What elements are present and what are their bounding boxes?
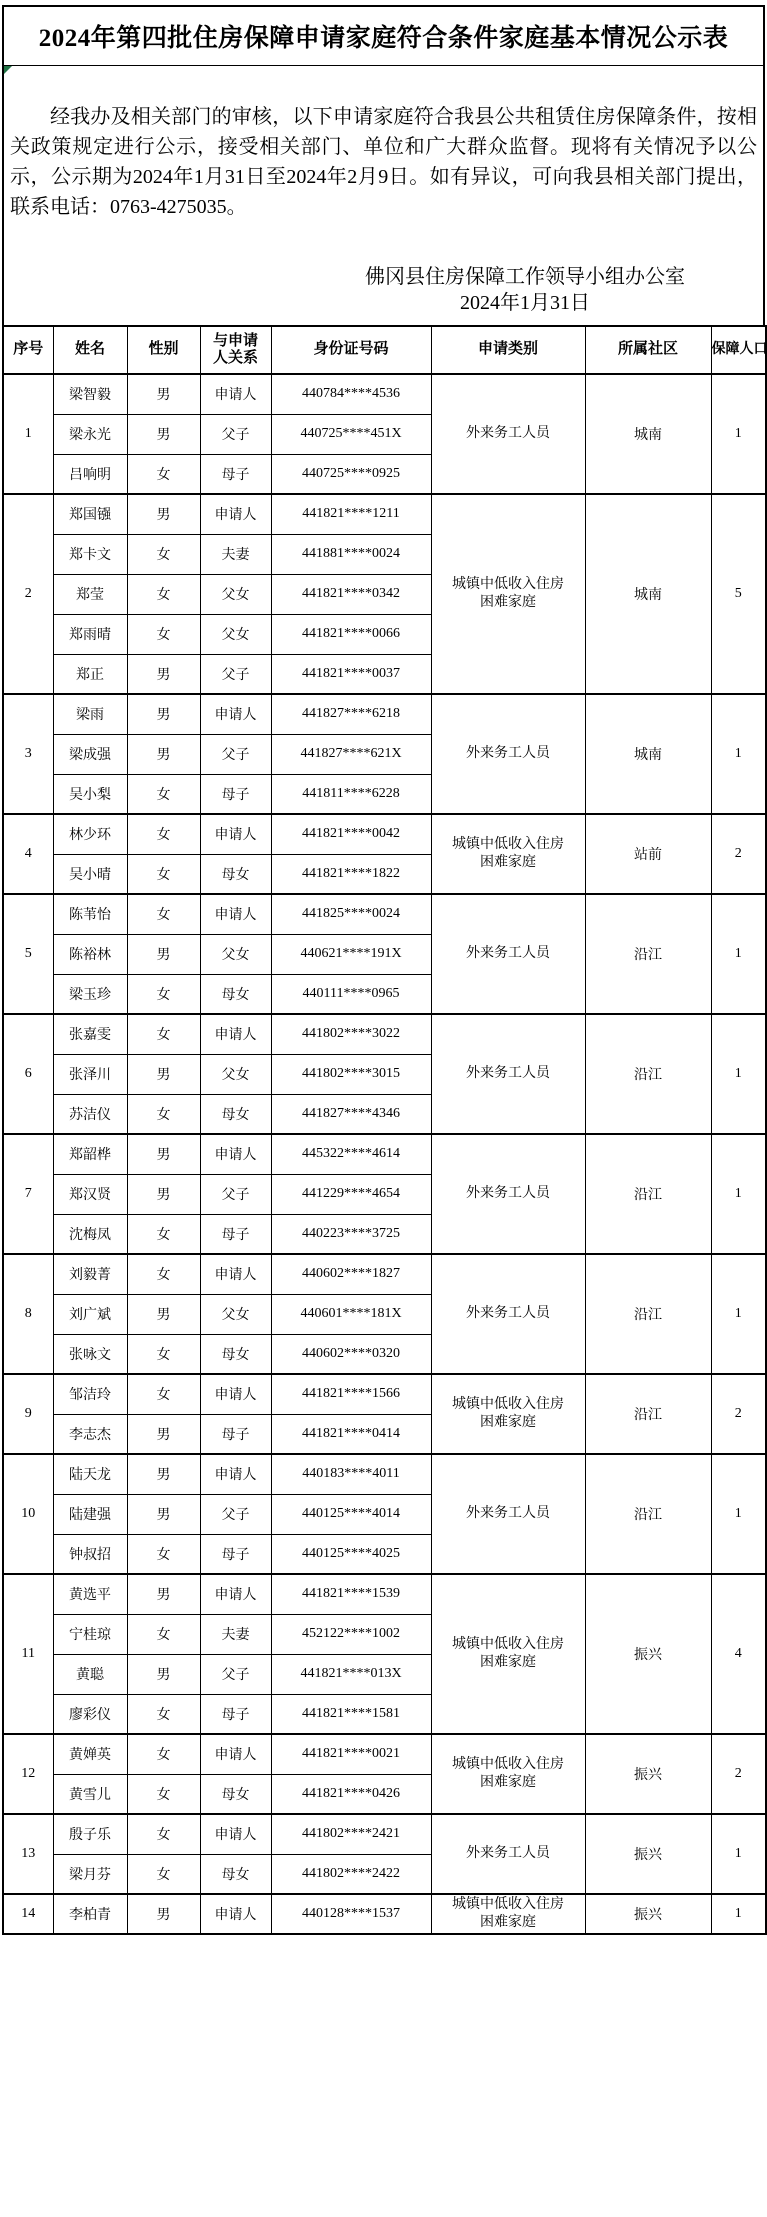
id-number-cell: 445322****4614 — [271, 1134, 431, 1174]
column-header-gender: 性别 — [127, 326, 200, 374]
relation-cell: 申请人 — [200, 1454, 271, 1494]
gender-cell: 女 — [127, 614, 200, 654]
name-cell: 沈梅凤 — [53, 1214, 127, 1254]
id-number-cell: 441821****1566 — [271, 1374, 431, 1414]
category-cell: 外来务工人员 — [431, 1134, 585, 1254]
gender-cell: 男 — [127, 414, 200, 454]
relation-cell: 父子 — [200, 414, 271, 454]
id-number-cell: 441821****1539 — [271, 1574, 431, 1614]
community-cell: 沿江 — [585, 1454, 711, 1574]
name-cell: 陈裕林 — [53, 934, 127, 974]
relation-cell: 申请人 — [200, 1734, 271, 1774]
relation-cell: 母女 — [200, 854, 271, 894]
member-row — [3, 1894, 766, 1934]
relation-cell: 申请人 — [200, 694, 271, 734]
gender-cell: 女 — [127, 894, 200, 934]
name-cell: 陈苇怡 — [53, 894, 127, 934]
column-header-name: 姓名 — [53, 326, 127, 374]
gender-cell: 男 — [127, 1454, 200, 1494]
name-cell: 吕响明 — [53, 454, 127, 494]
signature-office: 佛冈县住房保障工作领导小组办公室 — [365, 266, 685, 288]
gender-cell: 男 — [127, 1494, 200, 1534]
gender-cell: 女 — [127, 774, 200, 814]
name-cell: 梁玉珍 — [53, 974, 127, 1014]
name-cell: 陆建强 — [53, 1494, 127, 1534]
gender-cell: 男 — [127, 934, 200, 974]
relation-cell: 申请人 — [200, 494, 271, 534]
relation-cell: 母子 — [200, 1214, 271, 1254]
gender-cell: 男 — [127, 374, 200, 414]
gender-cell: 女 — [127, 574, 200, 614]
name-cell: 梁月芬 — [53, 1854, 127, 1894]
seq-cell: 1 — [3, 374, 53, 494]
name-cell: 廖彩仪 — [53, 1694, 127, 1734]
gender-cell: 男 — [127, 1294, 200, 1334]
category-cell: 外来务工人员 — [431, 1254, 585, 1374]
community-cell: 沿江 — [585, 1374, 711, 1454]
category-cell: 外来务工人员 — [431, 1454, 585, 1574]
relation-cell: 申请人 — [200, 1374, 271, 1414]
id-number-cell: 440601****181X — [271, 1294, 431, 1334]
member-row — [3, 694, 766, 734]
relation-cell: 母子 — [200, 774, 271, 814]
column-header-seq: 序号 — [3, 326, 53, 374]
id-number-cell: 441821****1581 — [271, 1694, 431, 1734]
community-cell: 沿江 — [585, 1014, 711, 1134]
relation-cell: 母女 — [200, 974, 271, 1014]
seq-cell: 7 — [3, 1134, 53, 1254]
id-number-cell: 441821****1211 — [271, 494, 431, 534]
category-cell: 城镇中低收入住房困难家庭 — [431, 1374, 585, 1454]
name-cell: 黄聪 — [53, 1654, 127, 1694]
name-cell: 张咏文 — [53, 1334, 127, 1374]
population-cell: 2 — [711, 1734, 766, 1814]
id-number-cell: 441821****0037 — [271, 654, 431, 694]
id-number-cell: 441827****621X — [271, 734, 431, 774]
population-cell: 1 — [711, 1014, 766, 1134]
category-cell: 外来务工人员 — [431, 1814, 585, 1894]
gender-cell: 女 — [127, 534, 200, 574]
relation-cell: 父女 — [200, 614, 271, 654]
name-cell: 郑卡文 — [53, 534, 127, 574]
relation-cell: 申请人 — [200, 374, 271, 414]
population-cell: 1 — [711, 894, 766, 1014]
id-number-cell: 441821****0066 — [271, 614, 431, 654]
gender-cell: 女 — [127, 1854, 200, 1894]
relation-cell: 申请人 — [200, 1894, 271, 1934]
relation-cell: 母女 — [200, 1334, 271, 1374]
gender-cell: 男 — [127, 1174, 200, 1214]
relation-cell: 父子 — [200, 1494, 271, 1534]
id-number-cell: 441821****0042 — [271, 814, 431, 854]
name-cell: 邹洁玲 — [53, 1374, 127, 1414]
gender-cell: 男 — [127, 1894, 200, 1934]
name-cell: 林少环 — [53, 814, 127, 854]
name-cell: 郑雨晴 — [53, 614, 127, 654]
gender-cell: 男 — [127, 1054, 200, 1094]
name-cell: 张嘉雯 — [53, 1014, 127, 1054]
gender-cell: 女 — [127, 1534, 200, 1574]
id-number-cell: 441802****3022 — [271, 1014, 431, 1054]
community-cell: 城南 — [585, 694, 711, 814]
relation-cell: 申请人 — [200, 894, 271, 934]
relation-cell: 父子 — [200, 734, 271, 774]
name-cell: 刘广斌 — [53, 1294, 127, 1334]
name-cell: 张泽川 — [53, 1054, 127, 1094]
community-cell: 振兴 — [585, 1574, 711, 1734]
id-number-cell: 441821****0342 — [271, 574, 431, 614]
member-row — [3, 1814, 766, 1854]
name-cell: 李志杰 — [53, 1414, 127, 1454]
gender-cell: 男 — [127, 1654, 200, 1694]
relation-cell: 母女 — [200, 1774, 271, 1814]
population-cell: 2 — [711, 1374, 766, 1454]
category-cell: 外来务工人员 — [431, 374, 585, 494]
relation-cell: 父女 — [200, 1294, 271, 1334]
gender-cell: 女 — [127, 974, 200, 1014]
id-number-cell: 441802****2422 — [271, 1854, 431, 1894]
community-cell: 城南 — [585, 374, 711, 494]
seq-cell: 11 — [3, 1574, 53, 1734]
gender-cell: 女 — [127, 1254, 200, 1294]
id-number-cell: 440621****191X — [271, 934, 431, 974]
seq-cell: 3 — [3, 694, 53, 814]
gender-cell: 女 — [127, 1734, 200, 1774]
notice-paragraph: 经我办及相关部门的审核，以下申请家庭符合我县公共租赁住房保障条件，按相关政策规定进行公示，接受相关部门、单位和广大群众监督。现将有关情况予以公示，公示期为2024年1月31日至2024年2月9日。如有异议，可向我县相关部门提出，联系电话：0763-4275035。 — [10, 106, 757, 218]
id-number-cell: 440111****0965 — [271, 974, 431, 1014]
bottom-whitespace — [2, 1935, 765, 2205]
community-cell: 振兴 — [585, 1894, 711, 1934]
column-header-relation: 与申请人关系 — [200, 326, 271, 374]
id-number-cell: 440725****451X — [271, 414, 431, 454]
gender-cell: 女 — [127, 1014, 200, 1054]
seq-cell: 4 — [3, 814, 53, 894]
population-cell: 1 — [711, 374, 766, 494]
relation-cell: 夫妻 — [200, 534, 271, 574]
id-number-cell: 441825****0024 — [271, 894, 431, 934]
relation-cell: 母子 — [200, 1414, 271, 1454]
name-cell: 郑韶桦 — [53, 1134, 127, 1174]
gender-cell: 女 — [127, 1694, 200, 1734]
name-cell: 梁雨 — [53, 694, 127, 734]
member-row — [3, 1734, 766, 1774]
name-cell: 吴小梨 — [53, 774, 127, 814]
id-number-cell: 441811****6228 — [271, 774, 431, 814]
relation-cell: 父女 — [200, 574, 271, 614]
name-cell: 黄雪儿 — [53, 1774, 127, 1814]
gender-cell: 男 — [127, 1414, 200, 1454]
name-cell: 梁成强 — [53, 734, 127, 774]
notice-section — [2, 66, 765, 325]
population-cell: 1 — [711, 694, 766, 814]
population-cell: 1 — [711, 1814, 766, 1894]
relation-cell: 申请人 — [200, 1134, 271, 1174]
name-cell: 苏洁仪 — [53, 1094, 127, 1134]
member-row — [3, 1574, 766, 1614]
gender-cell: 男 — [127, 694, 200, 734]
community-cell: 沿江 — [585, 1134, 711, 1254]
relation-cell: 申请人 — [200, 1014, 271, 1054]
community-cell: 沿江 — [585, 1254, 711, 1374]
name-cell: 郑莹 — [53, 574, 127, 614]
name-cell: 郑汉贤 — [53, 1174, 127, 1214]
member-row — [3, 1454, 766, 1494]
name-cell: 梁智毅 — [53, 374, 127, 414]
gender-cell: 女 — [127, 454, 200, 494]
name-cell: 殷子乐 — [53, 1814, 127, 1854]
name-cell: 宁桂琼 — [53, 1614, 127, 1654]
id-number-cell: 441229****4654 — [271, 1174, 431, 1214]
category-cell: 外来务工人员 — [431, 894, 585, 1014]
id-number-cell: 441881****0024 — [271, 534, 431, 574]
relation-cell: 母女 — [200, 1094, 271, 1134]
id-number-cell: 440183****4011 — [271, 1454, 431, 1494]
id-number-cell: 441821****1822 — [271, 854, 431, 894]
gender-cell: 女 — [127, 1334, 200, 1374]
category-cell: 城镇中低收入住房困难家庭 — [431, 1734, 585, 1814]
seq-cell: 12 — [3, 1734, 53, 1814]
community-cell: 沿江 — [585, 894, 711, 1014]
column-header-population: 保障人口 — [711, 326, 766, 374]
community-cell: 站前 — [585, 814, 711, 894]
relation-cell: 申请人 — [200, 1574, 271, 1614]
relation-cell: 父女 — [200, 934, 271, 974]
id-number-cell: 440125****4014 — [271, 1494, 431, 1534]
name-cell: 陆天龙 — [53, 1454, 127, 1494]
gender-cell: 男 — [127, 1574, 200, 1614]
category-cell: 城镇中低收入住房困难家庭 — [431, 494, 585, 694]
member-row — [3, 894, 766, 934]
gender-cell: 女 — [127, 1814, 200, 1854]
id-number-cell: 440223****3725 — [271, 1214, 431, 1254]
name-cell: 黄婵英 — [53, 1734, 127, 1774]
gender-cell: 女 — [127, 1214, 200, 1254]
relation-cell: 父子 — [200, 654, 271, 694]
member-row — [3, 1014, 766, 1054]
relation-cell: 母女 — [200, 1854, 271, 1894]
name-cell: 郑国镪 — [53, 494, 127, 534]
name-cell: 刘毅菁 — [53, 1254, 127, 1294]
signature-block — [339, 264, 711, 316]
id-number-cell: 441821****0426 — [271, 1774, 431, 1814]
member-row — [3, 1134, 766, 1174]
relation-cell: 申请人 — [200, 1254, 271, 1294]
community-cell: 振兴 — [585, 1734, 711, 1814]
id-number-cell: 452122****1002 — [271, 1614, 431, 1654]
relation-cell: 母子 — [200, 454, 271, 494]
id-number-cell: 441802****2421 — [271, 1814, 431, 1854]
category-cell: 城镇中低收入住房困难家庭 — [431, 1894, 585, 1934]
population-cell: 1 — [711, 1254, 766, 1374]
relation-cell: 申请人 — [200, 814, 271, 854]
relation-cell: 母子 — [200, 1534, 271, 1574]
signature-date: 2024年1月31日 — [460, 292, 590, 314]
gender-cell: 女 — [127, 1374, 200, 1414]
name-cell: 李柏青 — [53, 1894, 127, 1934]
seq-cell: 14 — [3, 1894, 53, 1934]
population-cell: 4 — [711, 1574, 766, 1734]
name-cell: 吴小晴 — [53, 854, 127, 894]
member-row — [3, 1374, 766, 1414]
column-header-community: 所属社区 — [585, 326, 711, 374]
id-number-cell: 440125****4025 — [271, 1534, 431, 1574]
id-number-cell: 441821****013X — [271, 1654, 431, 1694]
seq-cell: 9 — [3, 1374, 53, 1454]
page-title: 2024年第四批住房保障申请家庭符合条件家庭基本情况公示表 — [2, 5, 765, 66]
seq-cell: 2 — [3, 494, 53, 694]
seq-cell: 8 — [3, 1254, 53, 1374]
id-number-cell: 440784****4536 — [271, 374, 431, 414]
name-cell: 钟叔招 — [53, 1534, 127, 1574]
population-cell: 5 — [711, 494, 766, 694]
member-row — [3, 374, 766, 414]
id-number-cell: 441821****0021 — [271, 1734, 431, 1774]
gender-cell: 男 — [127, 734, 200, 774]
seq-cell: 13 — [3, 1814, 53, 1894]
name-cell: 郑正 — [53, 654, 127, 694]
id-number-cell: 440128****1537 — [271, 1894, 431, 1934]
id-number-cell: 440602****0320 — [271, 1334, 431, 1374]
relation-cell: 父子 — [200, 1174, 271, 1214]
column-header-category: 申请类别 — [431, 326, 585, 374]
id-number-cell: 441827****6218 — [271, 694, 431, 734]
name-cell: 黄选平 — [53, 1574, 127, 1614]
population-cell: 1 — [711, 1894, 766, 1934]
id-number-cell: 441802****3015 — [271, 1054, 431, 1094]
population-cell: 1 — [711, 1134, 766, 1254]
community-cell: 城南 — [585, 494, 711, 694]
relation-cell: 母子 — [200, 1694, 271, 1734]
gender-cell: 女 — [127, 814, 200, 854]
gender-cell: 男 — [127, 1134, 200, 1174]
relation-cell: 申请人 — [200, 1814, 271, 1854]
gender-cell: 女 — [127, 1614, 200, 1654]
community-cell: 振兴 — [585, 1814, 711, 1894]
public-notice-document — [2, 5, 765, 2205]
member-row — [3, 494, 766, 534]
category-cell: 外来务工人员 — [431, 1014, 585, 1134]
seq-cell: 10 — [3, 1454, 53, 1574]
gender-cell: 男 — [127, 654, 200, 694]
population-cell: 2 — [711, 814, 766, 894]
gender-cell: 女 — [127, 1774, 200, 1814]
applicants-table — [2, 325, 767, 1935]
name-cell: 梁永光 — [53, 414, 127, 454]
population-cell: 1 — [711, 1454, 766, 1574]
gender-cell: 男 — [127, 494, 200, 534]
seq-cell: 5 — [3, 894, 53, 1014]
relation-cell: 夫妻 — [200, 1614, 271, 1654]
gender-cell: 女 — [127, 854, 200, 894]
member-row — [3, 1254, 766, 1294]
relation-cell: 父子 — [200, 1654, 271, 1694]
relation-cell: 父女 — [200, 1054, 271, 1094]
id-number-cell: 441821****0414 — [271, 1414, 431, 1454]
id-number-cell: 440602****1827 — [271, 1254, 431, 1294]
gender-cell: 女 — [127, 1094, 200, 1134]
category-cell: 外来务工人员 — [431, 694, 585, 814]
cell-error-indicator-icon — [4, 66, 12, 74]
column-header-id-number: 身份证号码 — [271, 326, 431, 374]
seq-cell: 6 — [3, 1014, 53, 1134]
id-number-cell: 441827****4346 — [271, 1094, 431, 1134]
id-number-cell: 440725****0925 — [271, 454, 431, 494]
table-header-row — [3, 326, 766, 374]
member-row — [3, 814, 766, 854]
category-cell: 城镇中低收入住房困难家庭 — [431, 814, 585, 894]
category-cell: 城镇中低收入住房困难家庭 — [431, 1574, 585, 1734]
